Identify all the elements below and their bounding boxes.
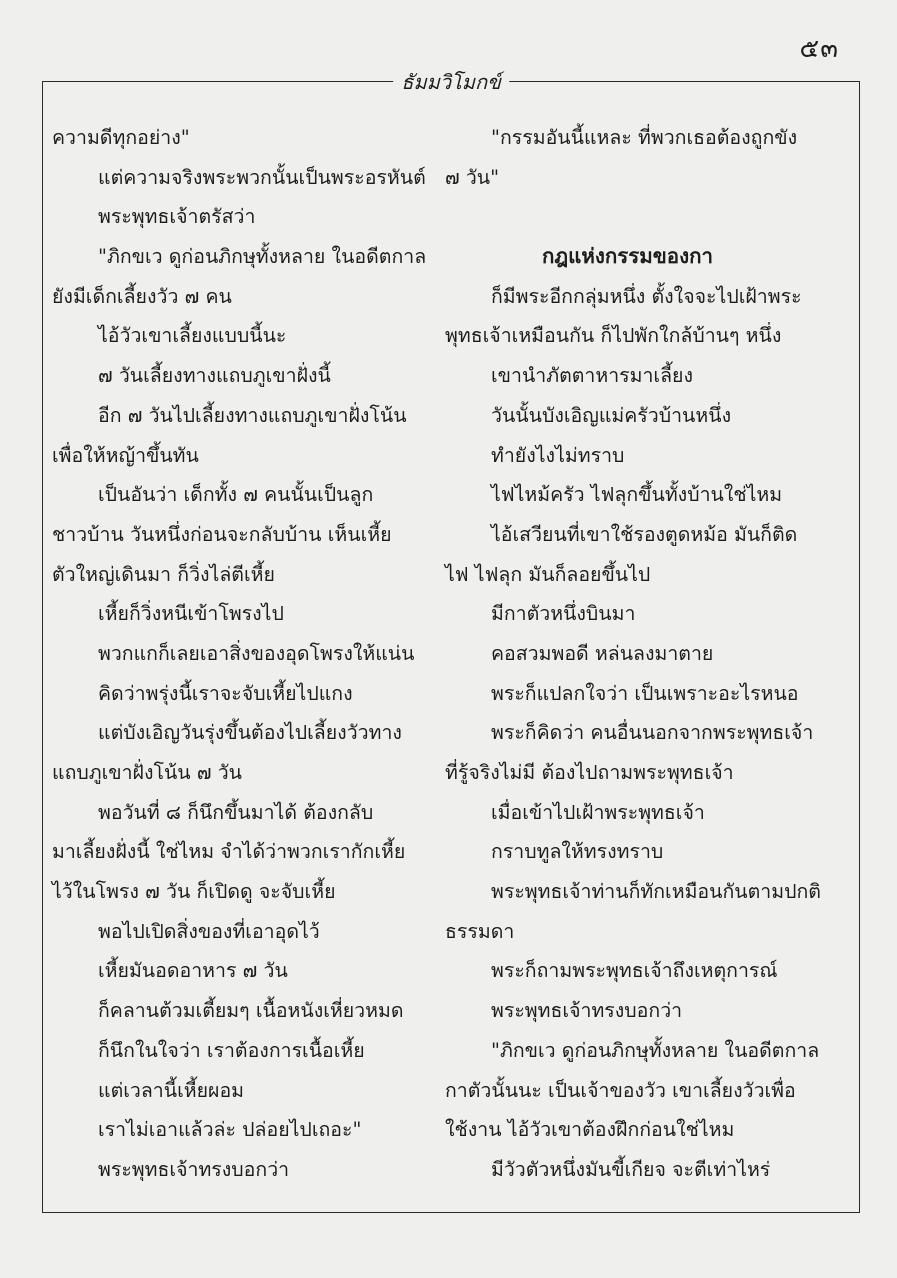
- text-line: มีวัวตัวหนึ่งมันขี้เกียจ จะตีเท่าไหร่: [491, 1157, 771, 1181]
- text-line: มาเลี้ยงฝั่งนี้ ใช่ไหม จำได้ว่าพวกเรากักเหี้ย: [52, 840, 406, 864]
- text-line: ตัวใหญ่เดินมา ก็วิ่งไล่ตีเหี้ย: [52, 562, 275, 586]
- text-line: ไอ้วัวเขาเลี้ยงแบบนี้นะ: [98, 324, 287, 348]
- text-line: ก็นึกในใจว่า เราต้องการเนื้อเหี้ย: [98, 1038, 365, 1062]
- text-line: มีกาตัวหนึ่งบินมา: [491, 602, 636, 626]
- text-line: เหี้ยมันอดอาหาร ๗ วัน: [98, 959, 288, 983]
- page-frame: [42, 70, 860, 1213]
- text-line: พวกแกก็เลยเอาสิ่งของอุดโพรงให้แน่น: [98, 641, 415, 665]
- text-line: แถบภูเขาฝั่งโน้น ๗ วัน: [52, 761, 242, 784]
- text-line: พุทธเจ้าเหมือนกัน ก็ไปพักใกล้บ้านๆ หนึ่ง: [445, 324, 782, 348]
- text-line: คอสวมพอดี หล่นลงมาตาย: [491, 641, 714, 665]
- text-line: ชาวบ้าน วันหนึ่งก่อนจะกลับบ้าน เห็นเหี้ย: [52, 522, 392, 546]
- text-line: พอไปเปิดสิ่งของที่เอาอุดไว้: [98, 919, 320, 943]
- text-line: วันนั้นบังเอิญแม่ครัวบ้านหนึ่ง: [491, 403, 732, 427]
- text-line: พระพุทธเจ้าทรงบอกว่า: [98, 1157, 290, 1181]
- text-line: ไอ้เสวียนที่เขาใช้รองตูดหม้อ มันก็ติด: [491, 522, 798, 546]
- text-line: แต่ความจริงพระพวกนั้นเป็นพระอรหันต์: [98, 165, 426, 189]
- page-number: ๕๓: [799, 34, 839, 64]
- text-line: คิดว่าพรุ่งนี้เราจะจับเหี้ยไปแกง: [98, 681, 353, 705]
- text-line: ไว้ในโพรง ๗ วัน ก็เปิดดู จะจับเหี้ย: [52, 880, 336, 904]
- text-line: เขานำภัตตาหารมาเลี้ยง: [491, 364, 693, 388]
- text-line: ๗ วันเลี้ยงทางแถบภูเขาฝั่งนี้: [98, 364, 331, 388]
- text-line: ทำยังไงไม่ทราบ: [491, 443, 625, 467]
- right-column: [445, 118, 821, 1190]
- text-line: ก็มีพระอีกกลุ่มหนึ่ง ตั้งใจจะไปเฝ้าพระ: [491, 284, 802, 308]
- text-line: ความดีทุกอย่าง": [52, 126, 190, 149]
- text-line: เป็นอันว่า เด็กทั้ง ๗ คนนั้นเป็นลูก: [98, 483, 374, 507]
- text-line: ที่รู้จริงไม่มี ต้องไปถามพระพุทธเจ้า: [445, 761, 734, 784]
- text-line: พระก็ถามพระพุทธเจ้าถึงเหตุการณ์: [491, 959, 778, 983]
- text-line: พระพุทธเจ้าตรัสว่า: [98, 205, 256, 229]
- text-line: แต่เวลานี้เหี้ยผอม: [98, 1078, 245, 1102]
- text-line: แต่บังเอิญวันรุ่งขึ้นต้องไปเลี้ยงวัวทาง: [98, 721, 402, 745]
- text-line: ไฟไหม้ครัว ไฟลุกขึ้นทั้งบ้านใช่ไหม: [491, 483, 783, 507]
- text-line: พระพุทธเจ้าท่านก็ทักเหมือนกันตามปกติ: [491, 880, 821, 904]
- left-column: [52, 118, 427, 1190]
- text-line: "ภิกขเว ดูก่อนภิกษุทั้งหลาย ในอดีตกาล: [98, 245, 427, 269]
- text-line: ก็คลานต้วมเตี้ยมๆ เนื้อหนังเหี่ยวหมด: [98, 999, 404, 1023]
- text-line: พระก็แปลกใจว่า เป็นเพราะอะไรหนอ: [491, 681, 799, 705]
- text-line: ใช้งาน ไอ้วัวเขาต้องฝึกก่อนใช่ไหม: [445, 1118, 735, 1142]
- text-line: ไฟ ไฟลุก มันก็ลอยขึ้นไป: [445, 562, 651, 586]
- text-line: ธรรมดา: [445, 919, 515, 943]
- text-line: เมื่อเข้าไปเฝ้าพระพุทธเจ้า: [491, 800, 705, 824]
- text-line: พอวันที่ ๘ ก็นึกขึ้นมาได้ ต้องกลับ: [98, 800, 374, 824]
- text-line: เพื่อให้หญ้าขึ้นทัน: [52, 443, 199, 467]
- text-line: กาตัวนั้นนะ เป็นเจ้าของวัว เขาเลี้ยงวัวเพื่อ: [445, 1078, 796, 1102]
- text-line: [445, 197, 810, 237]
- text-line: "ภิกขเว ดูก่อนภิกษุทั้งหลาย ในอดีตกาล: [491, 1038, 820, 1062]
- text-line: เราไม่เอาแล้วล่ะ ปล่อยไปเถอะ": [98, 1118, 362, 1142]
- text-line: "กรรมอันนี้แหละ ที่พวกเธอต้องถูกขัง: [491, 126, 798, 149]
- running-header-title: ธัมมวิโมกข์: [393, 66, 509, 98]
- text-line: พระพุทธเจ้าทรงบอกว่า: [491, 999, 683, 1023]
- text-line: ๗ วัน": [445, 165, 500, 189]
- text-line: ยังมีเด็กเลี้ยงวัว ๗ คน: [52, 284, 232, 308]
- text-line: เหี้ยก็วิ่งหนีเข้าโพรงไป: [98, 602, 284, 626]
- text-line: พระก็คิดว่า คนอื่นนอกจากพระพุทธเจ้า: [491, 721, 814, 745]
- text-line: อีก ๗ วันไปเลี้ยงทางแถบภูเขาฝั่งโน้น: [98, 403, 407, 427]
- section-heading: กฎแห่งกรรมของกา: [541, 244, 714, 269]
- text-line: กราบทูลให้ทรงทราบ: [491, 840, 664, 864]
